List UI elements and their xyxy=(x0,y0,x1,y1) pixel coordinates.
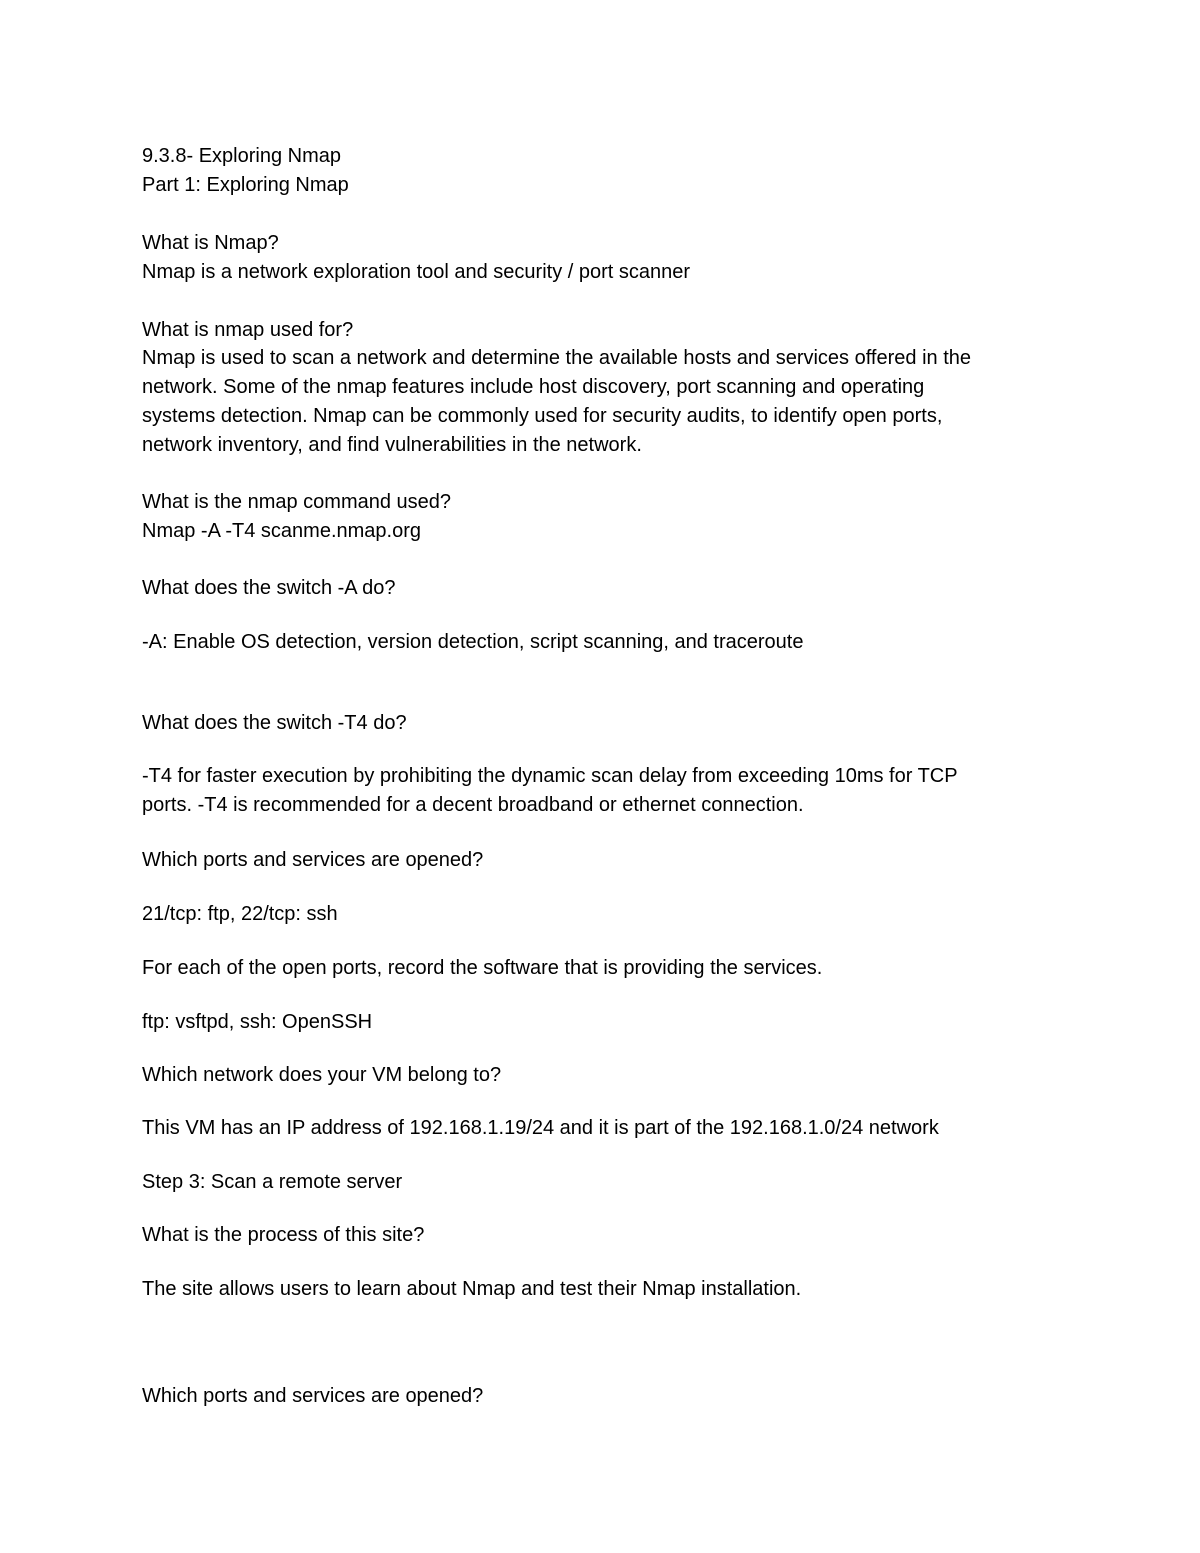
answer-switch-t4-line-2: ports. -T4 is recommended for a decent broadband or ethernet connection. xyxy=(142,794,804,816)
answer-nmap-command: Nmap -A -T4 scanme.nmap.org xyxy=(142,520,421,542)
question-what-is-nmap: What is Nmap? xyxy=(142,232,279,254)
question-open-ports: Which ports and services are opened? xyxy=(142,849,484,871)
question-site-process: What is the process of this site? xyxy=(142,1224,425,1246)
question-remote-open-ports: Which ports and services are opened? xyxy=(142,1385,484,1407)
answer-service-software: ftp: vsftpd, ssh: OpenSSH xyxy=(142,1011,373,1033)
answer-nmap-used-for-line-2: network. Some of the nmap features include host discovery, port scanning and operating xyxy=(142,376,925,398)
answer-switch-t4-line-1: -T4 for faster execution by prohibiting the dynamic scan delay from exceeding 10ms for TCP xyxy=(142,765,958,787)
answer-what-is-nmap: Nmap is a network exploration tool and security / port scanner xyxy=(142,261,691,283)
part-heading: Part 1: Exploring Nmap xyxy=(142,174,349,196)
question-nmap-command: What is the nmap command used? xyxy=(142,491,452,513)
document-title: 9.3.8- Exploring Nmap xyxy=(142,145,341,167)
step-3-heading: Step 3: Scan a remote server xyxy=(142,1171,403,1193)
answer-open-ports: 21/tcp: ftp, 22/tcp: ssh xyxy=(142,903,338,925)
answer-nmap-used-for-line-4: network inventory, and find vulnerabilities in the network. xyxy=(142,434,642,456)
answer-switch-a: -A: Enable OS detection, version detection, script scanning, and traceroute xyxy=(142,631,804,653)
question-switch-a: What does the switch -A do? xyxy=(142,577,396,599)
answer-site-process: The site allows users to learn about Nmap and test their Nmap installation. xyxy=(142,1278,802,1300)
question-nmap-used-for: What is nmap used for? xyxy=(142,319,354,341)
answer-nmap-used-for-line-1: Nmap is used to scan a network and determine the available hosts and services offered in the xyxy=(142,347,971,369)
answer-vm-network: This VM has an IP address of 192.168.1.19/24 and it is part of the 192.168.1.0/24 network xyxy=(142,1117,939,1139)
question-service-software: For each of the open ports, record the software that is providing the services. xyxy=(142,957,823,979)
question-vm-network: Which network does your VM belong to? xyxy=(142,1064,502,1086)
question-switch-t4: What does the switch -T4 do? xyxy=(142,712,407,734)
answer-nmap-used-for-line-3: systems detection. Nmap can be commonly used for security audits, to identify open ports, xyxy=(142,405,943,427)
